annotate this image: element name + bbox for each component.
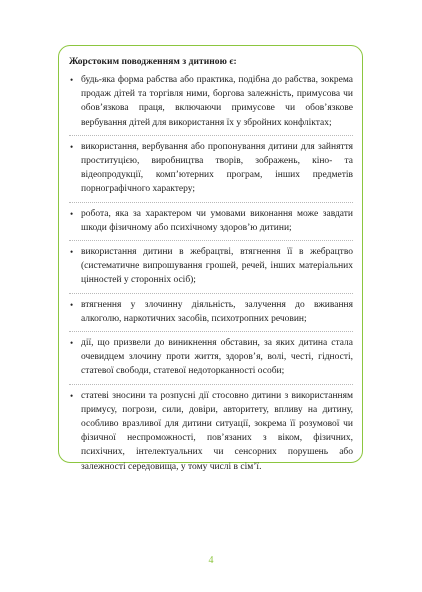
list-item-text: будь-яка форма рабства або практика, подібна до рабства, зокрема продаж дітей та торгівля ними, боргова залежність, примусова чи обов’язкова праця, включаючи примусове чи обов’язкове вербування дітей для використання їх у збройних конфліктах;: [81, 75, 353, 128]
bullet-icon: •: [70, 247, 74, 258]
list-item-text: статеві зносини та розпусні дії стосовно дитини з використанням примусу, погрози, сили, довіри, авторитету, впливу на дитину, особливо вразливої для дитини ситуації, зокрема її розумової чи фізичної неспроможності, пов’язаних з віком, фізичних, психічних, інтелектуальних чи сенсорних порушень або залежності середовища, у тому числі в сім’ї.: [81, 390, 353, 472]
list-item: [69, 245, 353, 294]
list-item: [69, 336, 353, 385]
bullet-icon: •: [70, 338, 74, 349]
list-item: [69, 140, 353, 203]
list-item: [69, 73, 353, 136]
bullet-icon: •: [70, 390, 74, 401]
bullet-icon: •: [70, 75, 74, 85]
abuse-list: [69, 73, 353, 479]
bullet-icon: •: [70, 208, 74, 219]
section-heading: Жорстоким поводженням з дитиною є:: [69, 57, 237, 67]
bullet-icon: •: [70, 141, 74, 152]
list-item-text: втягнення у злочинну діяльність, залучення до вживання алкоголю, наркотичних засобів, психотропних речовин;: [81, 299, 353, 324]
list-item: [69, 207, 353, 241]
list-item-text: використання дитини в жебрацтві, втягнення її в жебрацтво (систематичне випрошування грошей, речей, інших матеріальних цінностей у сторонніх осіб);: [81, 247, 353, 286]
list-item: [69, 389, 353, 479]
list-item: [69, 298, 353, 332]
bullet-icon: •: [70, 299, 74, 310]
content-frame: [58, 45, 363, 472]
list-item-text: використання, вербування або пропонування дитини для зайняття проституцією, виробництва творів, зображень, кіно- та відеопродукції, комп’ютерних програм, інших предметів порнографічного характеру;: [81, 141, 353, 195]
list-item-text: робота, яка за характером чи умовами виконання може завдати шкоди фізичному або психічному здоров’ю дитини;: [81, 208, 353, 233]
list-item-text: дії, що призвели до виникнення обставин, за яких дитина стала очевидцем злочину проти життя, здоров’я, волі, честі, гідності, статевої свободи, статевої недоторканності особи;: [81, 338, 353, 377]
page-number: 4: [208, 555, 214, 566]
